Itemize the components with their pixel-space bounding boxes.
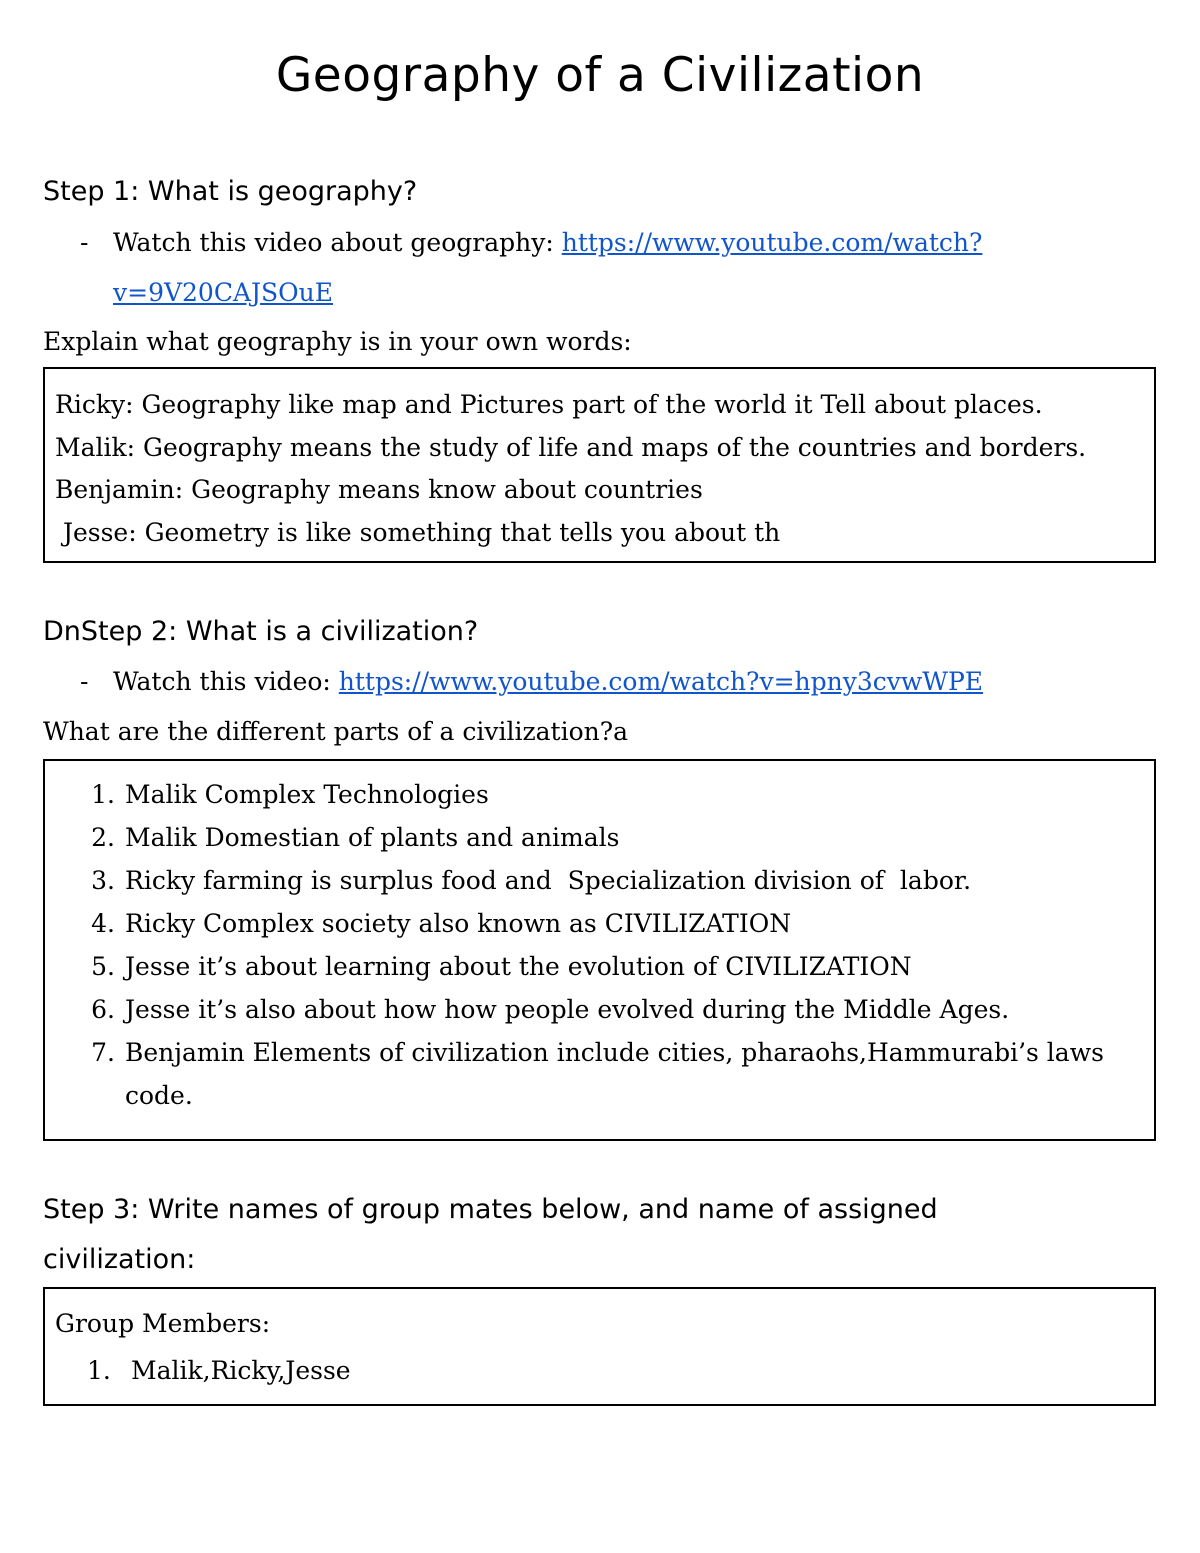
step2-video-instruction xyxy=(80,657,983,707)
list-item xyxy=(45,773,1135,816)
step2-video-link[interactable]: https://www.youtube.com/watch?v=hpny3cvwWPE xyxy=(338,667,984,696)
answer-ricky: Ricky: Geography like map and Pictures part of the world it Tell about places. xyxy=(55,390,1043,419)
answer-malik: Malik: Geography means the study of life and maps of the countries and borders. xyxy=(55,433,1087,462)
group-members-names: Malik,Ricky,Jesse xyxy=(131,1356,351,1385)
list-item-text: Malik Domestian of plants and animals xyxy=(125,823,620,852)
group-member-number: 1. xyxy=(87,1356,111,1385)
list-number: 5. xyxy=(91,952,115,981)
step1-video-link[interactable]: https://www.youtube.com/watch? xyxy=(561,228,983,257)
step1-video-instruction xyxy=(80,218,982,268)
step1-prompt: Explain what geography is in your own words: xyxy=(43,327,632,356)
step1-heading: Step 1: What is geography? xyxy=(43,176,418,207)
document-title: Geography of a Civilization xyxy=(275,48,925,103)
list-item-text: Ricky farming is surplus food and Specialization division of labor. xyxy=(125,866,972,895)
step2-answer-box[interactable] xyxy=(43,759,1156,1141)
list-item xyxy=(45,1031,1135,1117)
list-item-text: Malik Complex Technologies xyxy=(125,780,489,809)
answer-benjamin: Benjamin: Geography means know about countries xyxy=(55,475,703,504)
civilization-parts-list xyxy=(45,773,1135,1117)
list-number: 4. xyxy=(91,909,115,938)
step3-answer-box[interactable] xyxy=(43,1287,1156,1406)
step1-video-link-continued[interactable]: v=9V20CAJSOuE xyxy=(113,278,334,307)
list-item xyxy=(45,902,1135,945)
list-number: 1. xyxy=(91,780,115,809)
step2-bullet-text: Watch this video: xyxy=(113,667,339,696)
list-item xyxy=(45,945,1135,988)
step3-heading-line2: civilization: xyxy=(43,1244,196,1275)
list-item-text: Jesse it’s about learning about the evolution of CIVILIZATION xyxy=(125,952,912,981)
list-number: 2. xyxy=(91,823,115,852)
group-members-label: Group Members: xyxy=(55,1309,271,1338)
list-item-text: Benjamin Elements of civilization include cities, pharaohs,Hammurabi’s laws code. xyxy=(125,1038,1104,1110)
bullet-dash: - xyxy=(80,228,89,257)
list-item xyxy=(45,859,1135,902)
list-number: 6. xyxy=(91,995,115,1024)
list-item-text: Ricky Complex society also known as CIVILIZATION xyxy=(125,909,792,938)
step2-heading: DnStep 2: What is a civilization? xyxy=(43,616,479,647)
step1-answer-box[interactable] xyxy=(43,367,1156,563)
step1-bullet-text: Watch this video about geography: xyxy=(113,228,562,257)
list-number: 3. xyxy=(91,866,115,895)
list-item xyxy=(45,816,1135,859)
bullet-dash: - xyxy=(80,667,89,696)
step2-prompt: What are the different parts of a civilization?a xyxy=(43,717,629,746)
list-item xyxy=(45,988,1135,1031)
answer-jesse: Jesse: Geometry is like something that tells you about th xyxy=(55,518,781,547)
list-number: 7. xyxy=(91,1038,115,1067)
list-item-text: Jesse it’s also about how how people evolved during the Middle Ages. xyxy=(125,995,1010,1024)
step3-heading-line1: Step 3: Write names of group mates below, and name of assigned xyxy=(43,1194,938,1225)
